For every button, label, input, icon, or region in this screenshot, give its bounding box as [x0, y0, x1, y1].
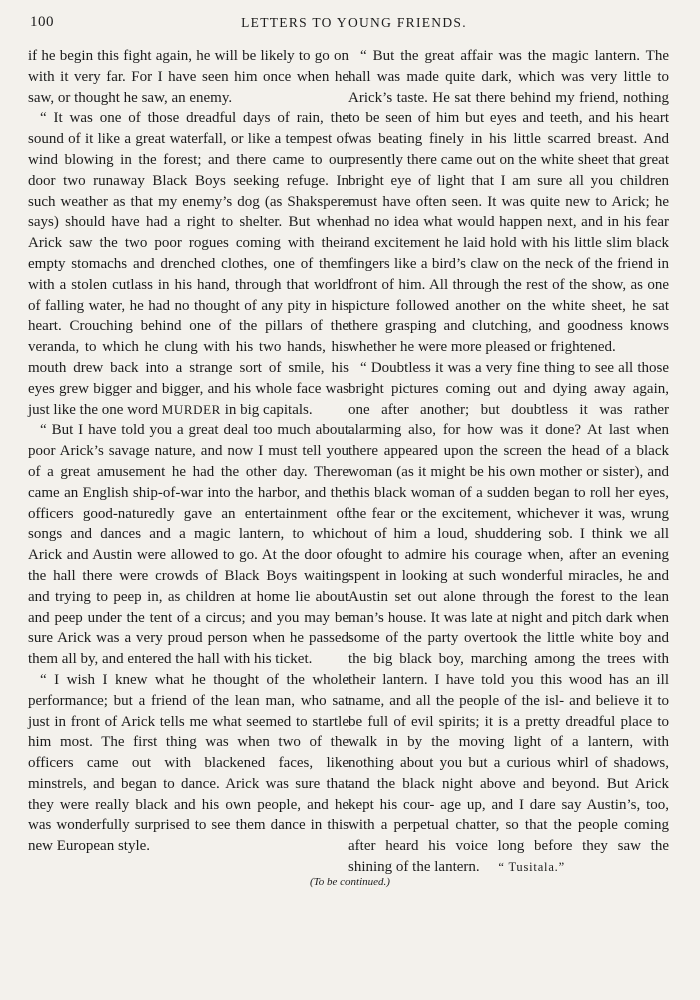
left-column [28, 46, 349, 857]
paragraph [348, 358, 669, 878]
paragraph: “ But the great affair was the magic lantern. The hall was made quite dark, which was very little to Arick’s taste. He sat there behind my friend, nothing to be seen of him but eyes and teeth, and his heart was beating finely in his little scarred breast. And presently there came out on the white sheet that great bright eye of light that I am sure all you children must have often seen. It was quite new to Arick; he had no idea what would happen next, and in his fear and excitement he laid hold with his little slim black fingers like a bird’s claw on the neck of the friend in front of him. All through the rest of the show, as one picture followed another on the white sheet, he sat there grasping and clutching, and goodness knows whether he were more pleased or frightened. [348, 48, 669, 356]
paragraph: “ I wish I knew what he thought of the whole performance; but a friend of the lean man, who sat just in front of Arick tells me what seemed to startle him most. The first thing was when two of the officers came out with blackened faces, like minstrels, and began to dance. Arick was sure that they were really black and his own people, and he was wonderfully surprised to see them dance in this new European style. [28, 671, 349, 855]
paragraph: if he begin this fight again, he will be likely to go on with it very far. For I have seen him once when he saw, or thought he saw, an enemy. [28, 48, 349, 106]
to-be-continued: (To be continued.) [310, 876, 390, 888]
emphasized-word: MURDER [161, 401, 221, 417]
running-title: LETTERS TO YOUNG FRIENDS. [241, 15, 467, 30]
paragraph-text: “ Doubtless it was a very fine thing to see all those bright pictures coming out and dying away again, one after another; but doubtless it was rather alarming also, for how was it done? At last when there appeared upon the screen the head of a black woman (as it might be his own mother or sister), and this black woman of a sudden began to roll her eyes, the fear or the excitement, whichever it was, wrung out of him a loud, shuddering sob. I think we all ought to admire his courage when, after an evening spent in looking at such wonderful miracles, he and Austin set out alone through the forest to the lean man’s house. It was late at night and pitch dark when some of the party overtook the little white boy and the big black boy, marching among the trees with their lantern. I have told you this wood has an ill name, and all the people of the isl- and believe it to be full of evil spirits; it is a pretty dreadful place to walk in by the moving light of a lantern, with nothing about you but a curious whirl of shadows, and the black night above and beyond. But Arick kept his cour- age up, and I dare say Austin’s, too, with a perpetual chatter, so that the people coming after heard his voice long before they saw the shining of the lantern. [348, 359, 669, 876]
page-number: 100 [30, 14, 54, 30]
paragraph-text: “ It was one of those dreadful days of rain, the sound of it like a great waterfall, or like a tempest of wind blowing in the forest; and there came to our door two runaway Black Boys seeking refuge. In such weather as that my enemy’s dog (as Shakspere says) should have had a right to shelter. But when Arick saw the two poor rogues coming with their empty stomachs and drenched clothes, one of them with a stolen cutlass in his hand, through that world of falling water, he had no thought of any pity in his heart. Crouching behind one of the pillars of the veranda, to which he clung with his two hands, his mouth drew back into a strange sort of smile, his eyes grew bigger and bigger, and his whole face was just like the one word [28, 110, 349, 418]
paragraph: “ But I have told you a great deal too much about poor Arick’s savage nature, and now I must tell you of a great amusement he had the other day. There came an English ship-of-war into the harbor, and the officers good-naturedly gave an entertainment of songs and dances and a magic lantern, to which Arick and Austin were allowed to go. At the door of the hall there were crowds of Black Boys waiting and trying to peep in, as children at home lie about and peep under the tent of a circus; and you may be sure Arick was a very proud person when he passed them all by, and entered the hall with his ticket. [28, 422, 349, 668]
signature: “ Tusitala.” [498, 860, 565, 875]
page-header [28, 14, 672, 36]
paragraph [28, 108, 349, 420]
right-column [348, 46, 669, 878]
paragraph-text: in big capitals. [224, 401, 313, 418]
